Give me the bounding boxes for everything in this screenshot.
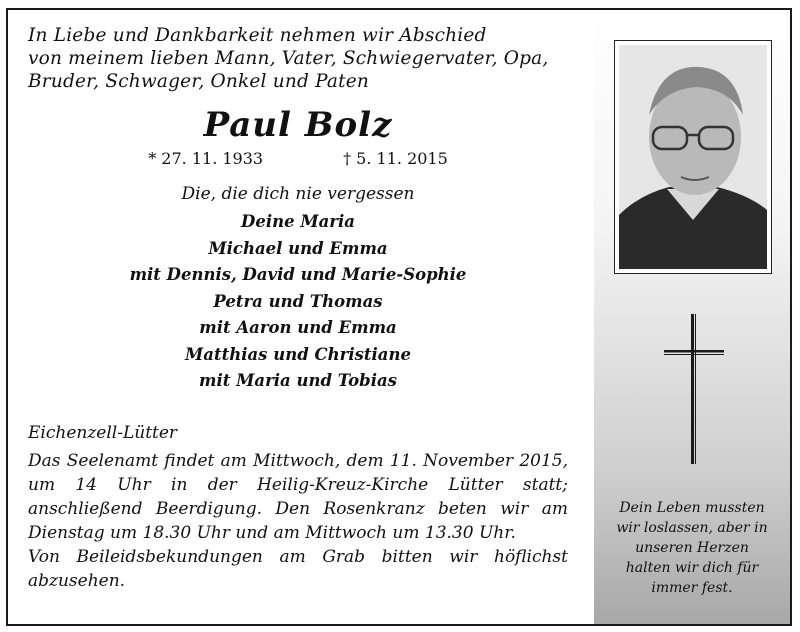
quote-line: unseren Herzen [635,540,749,556]
quote-line: wir loslassen, aber in [616,520,768,536]
portrait-photo [614,40,772,274]
mourner-line: mit Maria und Tobias [199,371,397,390]
portrait-icon [619,45,767,269]
mourner-line: Michael und Emma [208,238,388,258]
place-name: Eichenzell-Lütter [28,422,178,443]
memorial-quote [604,498,780,598]
intro-line: Bruder, Schwager, Onkel und Paten [28,71,370,92]
quote-line: Dein Leben mussten [619,500,765,516]
mourner-line: Deine Maria [241,212,355,231]
birth-date: * 27. 11. 1933 [148,149,264,168]
obituary-notice [6,8,792,626]
condolence-note: Von Beileidsbekundungen am Grab bitten wir höflichst abzusehen. [28,546,568,591]
death-date: † 5. 11. 2015 [343,149,448,168]
portrait-image [619,45,767,269]
intro-line: von meinem lieben Mann, Vater, Schwiegervater, Opa, [28,48,549,69]
mourners-lead: Die, die dich nie vergessen [181,184,415,204]
side-panel [594,10,790,624]
service-details: Das Seelenamt findet am Mittwoch, dem 11. November 2015, um 14 Uhr in der Heilig-Kreuz-Kirche Lütter statt; anschließend Beerdigung. Den Rosenkranz beten wir am Dienstag um 18.30 Uhr und am Mittwoch um 13.30 Uhr. [28,450,568,543]
quote-line: immer fest. [651,580,733,596]
mourner-line: mit Aaron und Emma [199,318,397,337]
intro-line: In Liebe und Dankbarkeit nehmen wir Abschied [28,25,487,46]
intro-text [28,24,568,93]
mourner-line: mit Dennis, David und Marie-Sophie [129,265,467,284]
notice-text-column [28,24,568,593]
mourner-line: Petra und Thomas [213,291,383,311]
life-dates [28,149,568,168]
mourner-line: Matthias und Christiane [185,344,411,364]
cross-icon [664,314,724,468]
deceased-name: Paul Bolz [203,105,393,145]
mourners-block [28,184,568,395]
quote-line: halten wir dich für [625,560,759,576]
